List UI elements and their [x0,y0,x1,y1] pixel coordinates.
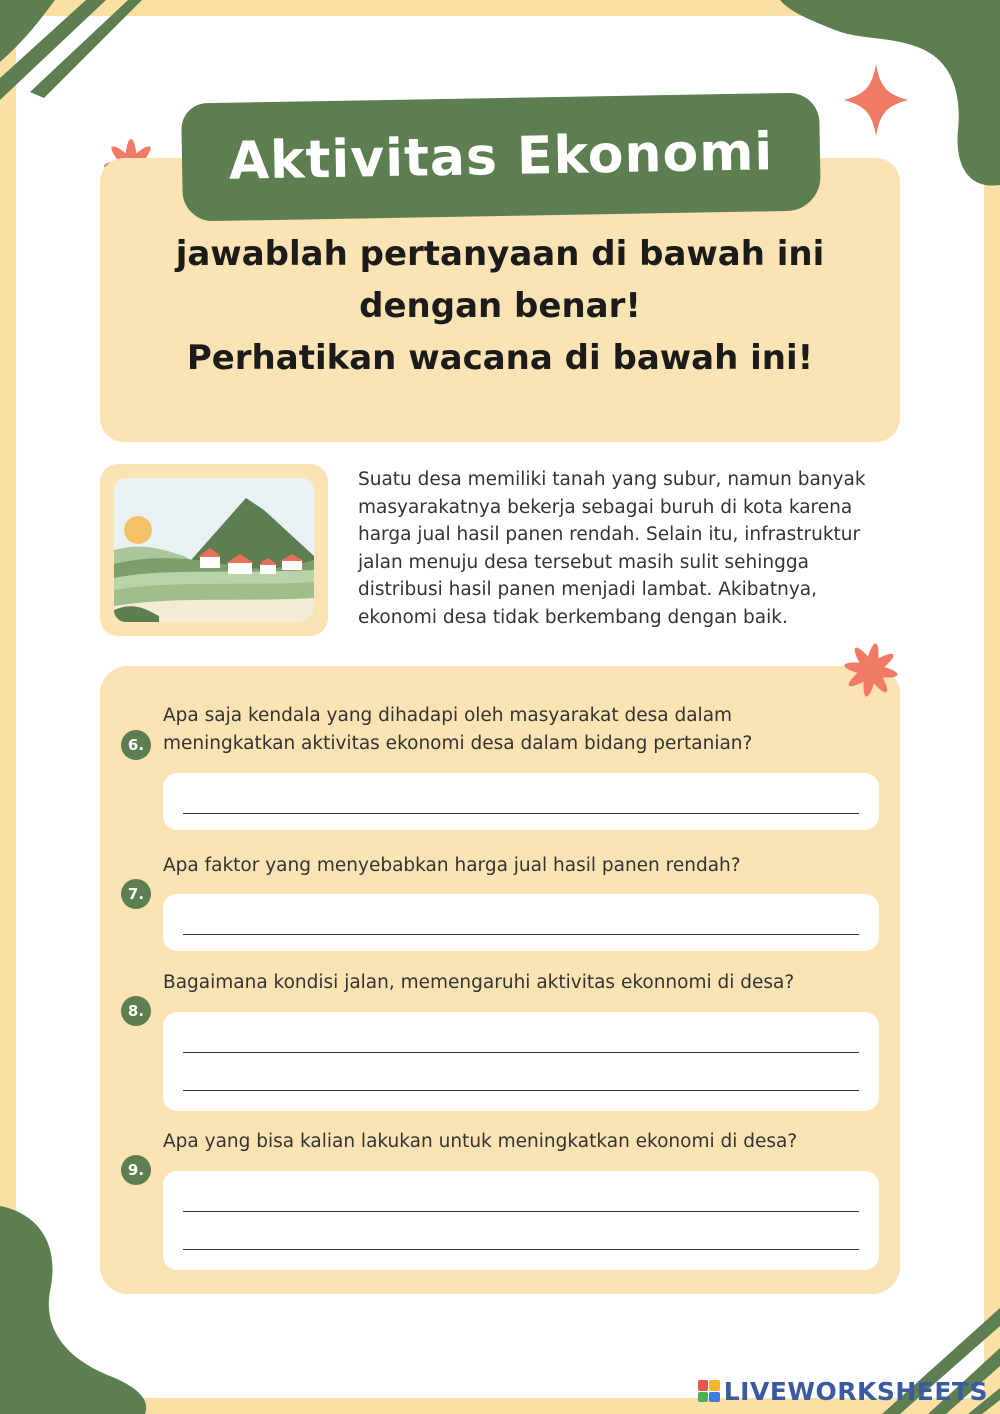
passage-line: distribusi hasil panen menjadi lambat. Akibatnya, [358,579,817,600]
passage-line: harga jual hasil panen rendah. Selain itu, infrastruktur [358,524,861,545]
question-line: Bagaimana kondisi jalan, memengaruhi aktivitas ekonnomi di desa? [163,972,795,993]
passage-line: Suatu desa memiliki tanah yang subur, namun banyak [358,469,866,490]
question-8-number: 8. [121,996,151,1026]
instruction-line: Perhatikan wacana di bawah ini! [186,338,814,378]
village-landscape-icon [114,478,314,622]
answer-9-input-1[interactable] [183,1191,859,1210]
question-9-text [163,1128,883,1156]
instruction-line: dengan benar! [359,286,641,326]
liveworksheets-logo-icon [698,1380,720,1402]
brand-name: LIVEWORKSHEETS [723,1376,988,1406]
answer-box-6 [163,773,879,830]
answer-box-7 [163,894,879,951]
question-8-text [163,969,883,997]
answer-line [183,813,859,814]
page-title: Aktivitas Ekonomi [228,122,774,192]
answer-6-input[interactable] [183,793,859,812]
liveworksheets-logo[interactable] [698,1376,988,1406]
corner-leaves-top-left-icon [0,0,150,110]
title-banner [181,92,821,221]
question-9-number: 9. [121,1155,151,1185]
question-6-number: 6. [121,730,151,760]
answer-box-8 [163,1012,879,1111]
answer-box-9 [163,1171,879,1270]
answer-7-input[interactable] [183,914,859,933]
sparkle-icon [844,64,908,136]
flower-icon [842,640,900,700]
passage-line: ekonomi desa tidak berkembang dengan baik. [358,606,788,628]
question-line: Apa saja kendala yang dihadapi oleh masyarakat desa dalam [163,705,733,726]
question-line: Apa faktor yang menyebabkan harga jual hasil panen rendah? [163,855,741,876]
answer-8-input-2[interactable] [183,1070,859,1089]
answer-9-input-2[interactable] [183,1229,859,1248]
answer-line [183,1052,859,1053]
question-6-text [163,702,883,758]
answer-line [183,1090,859,1091]
question-7-number: 7. [121,879,151,909]
answer-line [183,1211,859,1212]
answer-line [183,934,859,935]
passage-line: jalan menuju desa tersebut masih sulit sehingga [358,551,809,573]
reading-passage [358,466,908,631]
answer-8-input-1[interactable] [183,1032,859,1051]
question-line: Apa yang bisa kalian lakukan untuk meningkatkan ekonomi di desa? [163,1131,798,1152]
question-line: meningkatkan aktivitas ekonomi desa dalam bidang pertanian? [163,733,753,754]
instruction-line: jawablah pertanyaan di bawah ini [175,234,825,274]
village-illustration-frame [100,464,328,636]
passage-line: masyarakatnya bekerja sebagai buruh di kota karena [358,496,853,518]
answer-line [183,1249,859,1250]
instructions [100,228,900,384]
question-7-text [163,852,883,880]
